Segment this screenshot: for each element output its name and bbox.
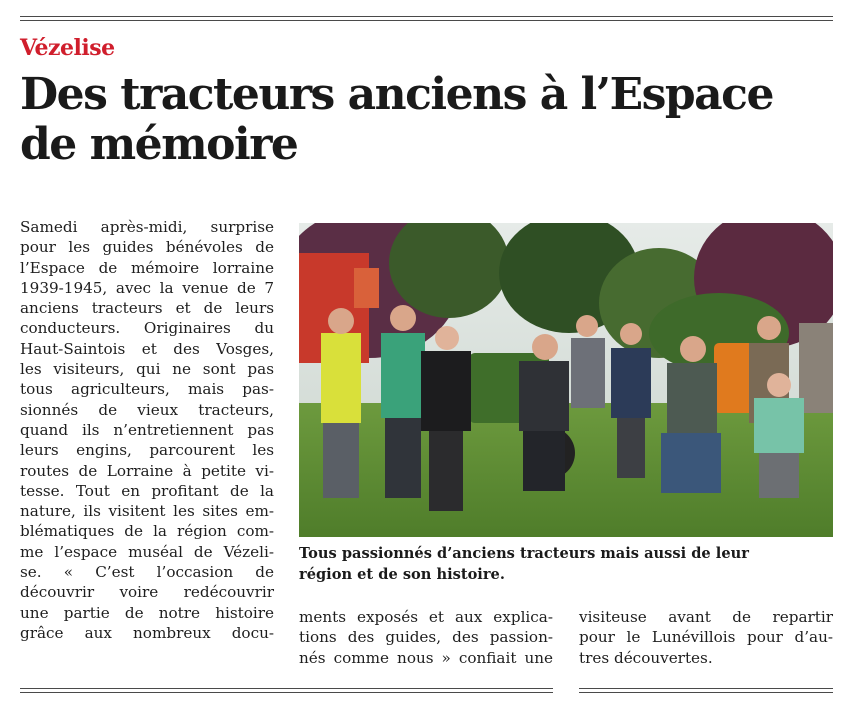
body-column-1	[20, 217, 274, 643]
top-rule-2	[20, 20, 833, 21]
bottom-rule-right	[579, 688, 833, 689]
text-line: ments exposés et aux explica-	[299, 608, 553, 626]
text-line: pour le Lunévillois pour d’au-	[579, 628, 833, 647]
text-line: l’Espace de mémoire lorraine	[20, 258, 274, 277]
section-kicker: Vézelise	[20, 35, 115, 61]
top-rule	[20, 16, 833, 17]
text-line: blématiques de la région com-	[20, 522, 274, 541]
bottom-rule-left-2	[20, 692, 553, 693]
text-line: Samedi après-midi, surprise	[20, 218, 274, 236]
text-line: découvrir voire redécouvrir	[20, 583, 274, 602]
bottom-rule-right-2	[579, 692, 833, 693]
headline-line: Des tracteurs anciens à l’Espace	[20, 69, 773, 120]
text-line: me l’espace muséal de Vézeli-	[20, 542, 274, 561]
text-line: sionnés de vieux tracteurs,	[20, 400, 274, 419]
text-line: une partie de notre histoire	[20, 603, 274, 622]
caption-line: Tous passionnés d’anciens tracteurs mais aussi de leur	[299, 545, 749, 562]
text-line: routes de Lorraine à petite vi-	[20, 461, 274, 480]
text-line: anciens tracteurs et de leurs	[20, 299, 274, 318]
bottom-rule-left	[20, 688, 553, 689]
text-line: se. « C’est l’occasion de	[20, 563, 274, 582]
body-column-3	[579, 607, 833, 668]
text-line: visiteuse avant de repartir	[579, 608, 833, 626]
photo-caption	[299, 543, 833, 585]
caption-line: région et de son histoire.	[299, 566, 505, 583]
text-line: tous agriculteurs, mais pas-	[20, 380, 274, 399]
text-line: tres découvertes.	[579, 648, 713, 667]
text-line: tions des guides, des passion-	[299, 628, 553, 647]
text-line: leurs engins, parcourent les	[20, 441, 274, 460]
text-line: 1939-1945, avec la venue de 7	[20, 278, 274, 297]
headline	[20, 70, 850, 170]
text-line: quand ils n’entretiennent pas	[20, 420, 274, 439]
body-column-2	[299, 607, 553, 668]
text-line: conducteurs. Originaires du	[20, 319, 274, 338]
group-photo-icon	[299, 223, 833, 537]
text-line: nés comme nous » confiait une	[299, 648, 553, 667]
text-line: Haut-Saintois et des Vosges,	[20, 339, 274, 358]
text-line: nature, ils visitent les sites em-	[20, 502, 274, 521]
text-line: grâce aux nombreux docu-	[20, 623, 274, 642]
text-line: les visiteurs, qui ne sont pas	[20, 360, 274, 379]
headline-line: de mémoire	[20, 119, 298, 170]
article-photo	[299, 223, 833, 537]
text-line: pour les guides bénévoles de	[20, 238, 274, 257]
text-line: tesse. Tout en profitant de la	[20, 481, 274, 500]
